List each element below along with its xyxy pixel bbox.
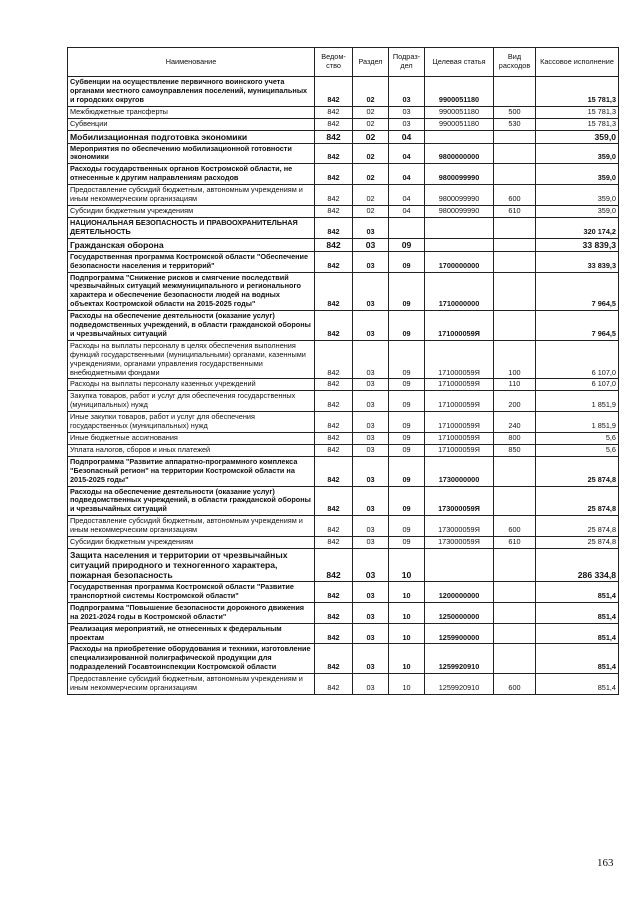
row-celevaya-statya-cell: 9900051180 [425, 118, 494, 130]
row-amount-cell: 25 874,8 [536, 537, 619, 549]
row-razdel-cell: 03 [353, 391, 389, 412]
row-name-cell: Расходы на выплаты персоналу казенных учреждений [68, 379, 315, 391]
row-vedomstvo-cell: 842 [315, 118, 353, 130]
row-celevaya-statya-cell: 173000059Я [425, 516, 494, 537]
row-vedomstvo-cell: 842 [315, 548, 353, 581]
row-vedomstvo-cell: 842 [315, 185, 353, 206]
row-vid-raskhodov-cell [494, 581, 536, 602]
row-vid-raskhodov-cell: 100 [494, 340, 536, 379]
row-celevaya-statya-cell: 9800099990 [425, 185, 494, 206]
row-name-cell: Предоставление субсидий бюджетным, автономным учреждениям и иным некоммерческим организациям [68, 674, 315, 695]
row-amount-cell: 7 964,5 [536, 311, 619, 341]
row-razdel-cell: 03 [353, 516, 389, 537]
row-name-cell: Субвенции на осуществление первичного воинского учета органами местного самоуправления поселений, муниципальных и городских округов [68, 77, 315, 107]
row-vid-raskhodov-cell: 530 [494, 118, 536, 130]
row-podrazdel-cell: 09 [389, 516, 425, 537]
row-amount-cell: 7 964,5 [536, 272, 619, 311]
header-name: Наименование [68, 48, 315, 77]
row-vid-raskhodov-cell [494, 548, 536, 581]
row-amount-cell: 33 839,3 [536, 251, 619, 272]
row-vid-raskhodov-cell [494, 486, 536, 516]
row-razdel-cell: 02 [353, 77, 389, 107]
row-razdel-cell: 03 [353, 602, 389, 623]
row-amount-cell: 15 781,3 [536, 77, 619, 107]
table-header-row [68, 48, 619, 77]
row-celevaya-statya-cell: 171000059Я [425, 379, 494, 391]
page-number: 163 [597, 857, 614, 869]
row-razdel-cell: 03 [353, 311, 389, 341]
row-celevaya-statya-cell: 171000059Я [425, 433, 494, 445]
table-row [68, 130, 619, 143]
row-podrazdel-cell: 03 [389, 118, 425, 130]
row-amount-cell: 851,4 [536, 623, 619, 644]
row-celevaya-statya-cell: 1730000000 [425, 456, 494, 486]
row-name-cell: НАЦИОНАЛЬНАЯ БЕЗОПАСНОСТЬ И ПРАВООХРАНИТЕЛЬНАЯ ДЕЯТЕЛЬНОСТЬ [68, 217, 315, 238]
row-name-cell: Подпрограмма "Снижение рисков и смягчение последствий чрезвычайных ситуаций межмуниципального и регионального характера и обеспечение безопасности людей на водных объектах Костромской области на 2015-2025 годы" [68, 272, 315, 311]
row-name-cell: Межбюджетные трансферты [68, 106, 315, 118]
row-amount-cell: 320 174,2 [536, 217, 619, 238]
row-celevaya-statya-cell: 1700000000 [425, 251, 494, 272]
row-vedomstvo-cell: 842 [315, 106, 353, 118]
row-vid-raskhodov-cell: 600 [494, 674, 536, 695]
row-celevaya-statya-cell: 171000059Я [425, 311, 494, 341]
row-vid-raskhodov-cell [494, 311, 536, 341]
row-vedomstvo-cell: 842 [315, 379, 353, 391]
row-celevaya-statya-cell: 9800099990 [425, 205, 494, 217]
row-vedomstvo-cell: 842 [315, 340, 353, 379]
row-amount-cell: 25 874,8 [536, 456, 619, 486]
table-row [68, 77, 619, 107]
row-podrazdel-cell: 09 [389, 340, 425, 379]
row-amount-cell: 286 334,8 [536, 548, 619, 581]
row-razdel-cell: 03 [353, 548, 389, 581]
row-podrazdel-cell: 04 [389, 130, 425, 143]
row-name-cell: Предоставление субсидий бюджетным, автономным учреждениям и иным некоммерческим организациям [68, 516, 315, 537]
table-row [68, 164, 619, 185]
row-celevaya-statya-cell: 173000059Я [425, 537, 494, 549]
row-vid-raskhodov-cell: 200 [494, 391, 536, 412]
row-celevaya-statya-cell: 171000059Я [425, 444, 494, 456]
row-vid-raskhodov-cell: 110 [494, 379, 536, 391]
row-name-cell: Иные бюджетные ассигнования [68, 433, 315, 445]
table-row [68, 674, 619, 695]
row-podrazdel-cell: 09 [389, 272, 425, 311]
row-vid-raskhodov-cell [494, 164, 536, 185]
row-name-cell: Субсидии бюджетным учреждениям [68, 205, 315, 217]
budget-table [67, 47, 619, 695]
row-podrazdel-cell: 10 [389, 623, 425, 644]
row-vid-raskhodov-cell [494, 272, 536, 311]
row-podrazdel-cell: 09 [389, 379, 425, 391]
table-row [68, 412, 619, 433]
row-celevaya-statya-cell: 1259900000 [425, 623, 494, 644]
row-celevaya-statya-cell [425, 238, 494, 251]
row-amount-cell: 6 107,0 [536, 340, 619, 379]
row-vedomstvo-cell: 842 [315, 486, 353, 516]
row-razdel-cell: 03 [353, 444, 389, 456]
row-razdel-cell: 02 [353, 143, 389, 164]
row-razdel-cell: 03 [353, 486, 389, 516]
row-vid-raskhodov-cell: 240 [494, 412, 536, 433]
table-row [68, 272, 619, 311]
row-amount-cell: 25 874,8 [536, 486, 619, 516]
row-vedomstvo-cell: 842 [315, 251, 353, 272]
row-name-cell: Мероприятия по обеспечению мобилизационной готовности экономики [68, 143, 315, 164]
row-celevaya-statya-cell: 9800099990 [425, 164, 494, 185]
row-razdel-cell: 02 [353, 130, 389, 143]
row-name-cell: Расходы государственных органов Костромской области, не отнесенные к другим направлениям расходов [68, 164, 315, 185]
row-vedomstvo-cell: 842 [315, 537, 353, 549]
row-razdel-cell: 03 [353, 433, 389, 445]
row-amount-cell: 851,4 [536, 581, 619, 602]
row-amount-cell: 359,0 [536, 130, 619, 143]
row-amount-cell: 851,4 [536, 674, 619, 695]
table-row [68, 516, 619, 537]
row-razdel-cell: 02 [353, 205, 389, 217]
row-amount-cell: 359,0 [536, 143, 619, 164]
row-vid-raskhodov-cell: 800 [494, 433, 536, 445]
table-row [68, 391, 619, 412]
row-vedomstvo-cell: 842 [315, 238, 353, 251]
row-vedomstvo-cell: 842 [315, 391, 353, 412]
row-celevaya-statya-cell: 1250000000 [425, 602, 494, 623]
row-vid-raskhodov-cell: 850 [494, 444, 536, 456]
row-vid-raskhodov-cell [494, 623, 536, 644]
row-name-cell: Расходы на обеспечение деятельности (оказание услуг) подведомственных учреждений, в области гражданской обороны и чрезвычайных ситуаций [68, 486, 315, 516]
row-celevaya-statya-cell: 171000059Я [425, 340, 494, 379]
row-razdel-cell: 02 [353, 185, 389, 206]
row-vedomstvo-cell: 842 [315, 217, 353, 238]
row-vedomstvo-cell: 842 [315, 412, 353, 433]
row-vedomstvo-cell: 842 [315, 444, 353, 456]
header-vedomstvo: Ведом-ство [315, 48, 353, 77]
row-celevaya-statya-cell: 1259920910 [425, 674, 494, 695]
table-row [68, 205, 619, 217]
row-razdel-cell: 03 [353, 412, 389, 433]
row-vid-raskhodov-cell: 600 [494, 185, 536, 206]
row-podrazdel-cell: 09 [389, 444, 425, 456]
row-name-cell: Гражданская оборона [68, 238, 315, 251]
row-podrazdel-cell [389, 217, 425, 238]
row-vedomstvo-cell: 842 [315, 130, 353, 143]
row-vedomstvo-cell: 842 [315, 164, 353, 185]
row-name-cell: Иные закупки товаров, работ и услуг для обеспечения государственных (муниципальных) нужд [68, 412, 315, 433]
row-vid-raskhodov-cell: 610 [494, 205, 536, 217]
row-name-cell: Подпрограмма "Развитие аппаратно-программного комплекса "Безопасный регион" на территории Костромской области на 2015-2025 годы" [68, 456, 315, 486]
table-row [68, 456, 619, 486]
row-celevaya-statya-cell: 173000059Я [425, 486, 494, 516]
table-row [68, 581, 619, 602]
budget-table-container [67, 47, 618, 695]
row-razdel-cell: 03 [353, 674, 389, 695]
row-vid-raskhodov-cell: 610 [494, 537, 536, 549]
row-razdel-cell: 03 [353, 340, 389, 379]
row-vedomstvo-cell: 842 [315, 581, 353, 602]
row-podrazdel-cell: 04 [389, 143, 425, 164]
row-vid-raskhodov-cell [494, 644, 536, 674]
row-amount-cell: 6 107,0 [536, 379, 619, 391]
row-celevaya-statya-cell: 171000059Я [425, 391, 494, 412]
row-celevaya-statya-cell: 1259920910 [425, 644, 494, 674]
row-vedomstvo-cell: 842 [315, 272, 353, 311]
row-name-cell: Предоставление субсидий бюджетным, автономным учреждениям и иным некоммерческим организациям [68, 185, 315, 206]
table-row [68, 548, 619, 581]
row-podrazdel-cell: 09 [389, 433, 425, 445]
row-celevaya-statya-cell: 171000059Я [425, 412, 494, 433]
row-name-cell: Защита населения и территории от чрезвычайных ситуаций природного и техногенного характера, пожарная безопасность [68, 548, 315, 581]
row-podrazdel-cell: 09 [389, 486, 425, 516]
row-razdel-cell: 03 [353, 581, 389, 602]
row-celevaya-statya-cell [425, 217, 494, 238]
row-vedomstvo-cell: 842 [315, 311, 353, 341]
table-row [68, 311, 619, 341]
row-celevaya-statya-cell [425, 548, 494, 581]
row-podrazdel-cell: 04 [389, 205, 425, 217]
table-row [68, 537, 619, 549]
row-podrazdel-cell: 09 [389, 456, 425, 486]
table-row [68, 486, 619, 516]
row-vedomstvo-cell: 842 [315, 516, 353, 537]
row-name-cell: Расходы на приобретение оборудования и техники, изготовление специализированной полиграфической продукции для подразделений Госавтоинспекции Костромской области [68, 644, 315, 674]
row-name-cell: Субвенции [68, 118, 315, 130]
row-vid-raskhodov-cell [494, 217, 536, 238]
row-amount-cell: 359,0 [536, 205, 619, 217]
row-podrazdel-cell: 10 [389, 674, 425, 695]
table-row [68, 118, 619, 130]
row-celevaya-statya-cell: 1710000000 [425, 272, 494, 311]
row-podrazdel-cell: 10 [389, 644, 425, 674]
row-amount-cell: 15 781,3 [536, 118, 619, 130]
header-celevaya-statya: Целевая статья [425, 48, 494, 77]
row-amount-cell: 359,0 [536, 164, 619, 185]
row-amount-cell: 15 781,3 [536, 106, 619, 118]
row-amount-cell: 1 851,9 [536, 412, 619, 433]
row-name-cell: Государственная программа Костромской области "Развитие транспортной системы Костромской области" [68, 581, 315, 602]
row-podrazdel-cell: 10 [389, 581, 425, 602]
row-razdel-cell: 03 [353, 644, 389, 674]
row-name-cell: Расходы на выплаты персоналу в целях обеспечения выполнения функций государственными (муниципальными) органами, казенными учреждениями, органами управления государственными внебюджетными фондами [68, 340, 315, 379]
row-vedomstvo-cell: 842 [315, 77, 353, 107]
row-celevaya-statya-cell: 1200000000 [425, 581, 494, 602]
row-amount-cell: 33 839,3 [536, 238, 619, 251]
row-amount-cell: 359,0 [536, 185, 619, 206]
row-name-cell: Расходы на обеспечение деятельности (оказание услуг) подведомственных учреждений, в области гражданской обороны и чрезвычайных ситуаций [68, 311, 315, 341]
row-podrazdel-cell: 10 [389, 602, 425, 623]
row-vedomstvo-cell: 842 [315, 644, 353, 674]
row-podrazdel-cell: 09 [389, 391, 425, 412]
row-name-cell: Реализация мероприятий, не отнесенных к федеральным проектам [68, 623, 315, 644]
row-vedomstvo-cell: 842 [315, 674, 353, 695]
row-podrazdel-cell: 10 [389, 548, 425, 581]
table-row [68, 433, 619, 445]
row-amount-cell: 851,4 [536, 644, 619, 674]
row-vid-raskhodov-cell [494, 251, 536, 272]
row-vid-raskhodov-cell [494, 238, 536, 251]
row-vedomstvo-cell: 842 [315, 623, 353, 644]
row-vedomstvo-cell: 842 [315, 456, 353, 486]
row-name-cell: Уплата налогов, сборов и иных платежей [68, 444, 315, 456]
row-vedomstvo-cell: 842 [315, 143, 353, 164]
row-podrazdel-cell: 09 [389, 251, 425, 272]
row-celevaya-statya-cell: 9900051180 [425, 106, 494, 118]
header-podrazdel: Подраз-дел [389, 48, 425, 77]
row-vid-raskhodov-cell [494, 130, 536, 143]
row-amount-cell: 1 851,9 [536, 391, 619, 412]
row-razdel-cell: 03 [353, 238, 389, 251]
table-row [68, 623, 619, 644]
row-celevaya-statya-cell: 9900051180 [425, 77, 494, 107]
table-row [68, 143, 619, 164]
table-row [68, 340, 619, 379]
row-vedomstvo-cell: 842 [315, 602, 353, 623]
row-name-cell: Государственная программа Костромской области "Обеспечение безопасности населения и территорий" [68, 251, 315, 272]
row-razdel-cell: 03 [353, 251, 389, 272]
row-podrazdel-cell: 03 [389, 106, 425, 118]
row-amount-cell: 5,6 [536, 433, 619, 445]
row-name-cell: Закупка товаров, работ и услуг для обеспечения государственных (муниципальных) нужд [68, 391, 315, 412]
row-podrazdel-cell: 09 [389, 412, 425, 433]
row-name-cell: Подпрограмма "Повышение безопасности дорожного движения на 2021-2024 годы в Костромской области" [68, 602, 315, 623]
table-row [68, 444, 619, 456]
row-name-cell: Мобилизационная подготовка экономики [68, 130, 315, 143]
table-row [68, 251, 619, 272]
row-podrazdel-cell: 09 [389, 311, 425, 341]
row-vid-raskhodov-cell: 600 [494, 516, 536, 537]
row-razdel-cell: 02 [353, 106, 389, 118]
row-amount-cell: 5,6 [536, 444, 619, 456]
row-vid-raskhodov-cell: 500 [494, 106, 536, 118]
row-podrazdel-cell: 09 [389, 537, 425, 549]
table-row [68, 602, 619, 623]
row-name-cell: Субсидии бюджетным учреждениям [68, 537, 315, 549]
row-vid-raskhodov-cell [494, 602, 536, 623]
row-podrazdel-cell: 04 [389, 185, 425, 206]
table-row [68, 644, 619, 674]
row-razdel-cell: 03 [353, 456, 389, 486]
table-row [68, 379, 619, 391]
header-razdel: Раздел [353, 48, 389, 77]
row-razdel-cell: 03 [353, 379, 389, 391]
table-row [68, 238, 619, 251]
header-vid-raskhodov: Вид расходов [494, 48, 536, 77]
row-razdel-cell: 03 [353, 272, 389, 311]
row-razdel-cell: 02 [353, 164, 389, 185]
table-row [68, 185, 619, 206]
header-kassovoe-ispolnenie: Кассовое исполнение [536, 48, 619, 77]
row-razdel-cell: 03 [353, 217, 389, 238]
row-vedomstvo-cell: 842 [315, 433, 353, 445]
row-razdel-cell: 03 [353, 537, 389, 549]
row-vid-raskhodov-cell [494, 143, 536, 164]
row-amount-cell: 25 874,8 [536, 516, 619, 537]
row-podrazdel-cell: 04 [389, 164, 425, 185]
row-vid-raskhodov-cell [494, 456, 536, 486]
table-row [68, 217, 619, 238]
row-razdel-cell: 03 [353, 623, 389, 644]
row-vedomstvo-cell: 842 [315, 205, 353, 217]
row-podrazdel-cell: 09 [389, 238, 425, 251]
row-amount-cell: 851,4 [536, 602, 619, 623]
table-row [68, 106, 619, 118]
row-vid-raskhodov-cell [494, 77, 536, 107]
row-celevaya-statya-cell: 9800000000 [425, 143, 494, 164]
row-podrazdel-cell: 03 [389, 77, 425, 107]
row-celevaya-statya-cell [425, 130, 494, 143]
row-razdel-cell: 02 [353, 118, 389, 130]
